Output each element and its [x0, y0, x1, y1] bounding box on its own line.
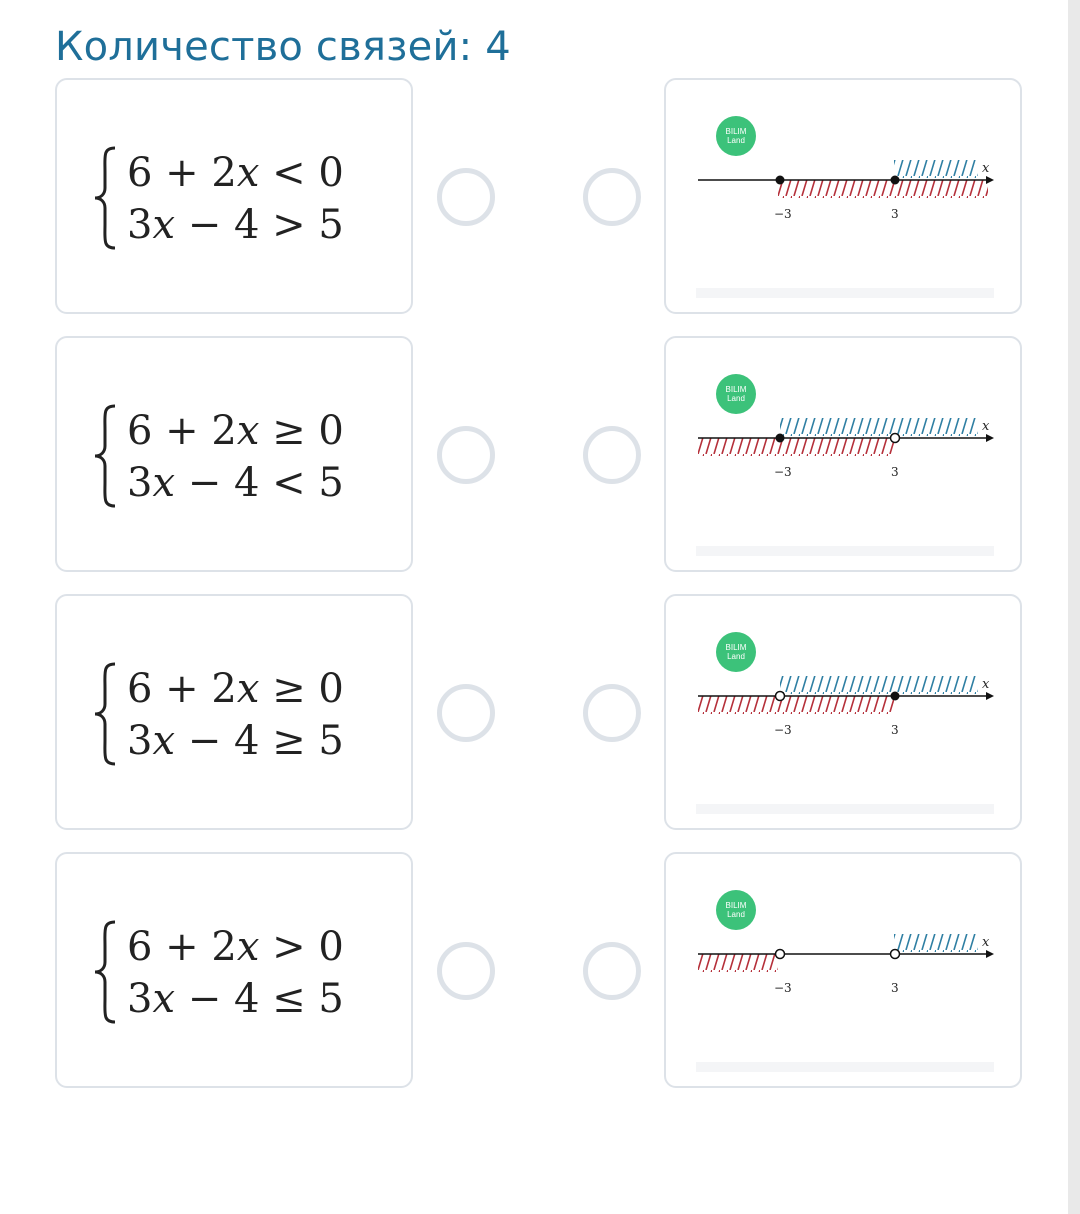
right-connector-3[interactable] — [583, 684, 641, 742]
point-right — [891, 692, 900, 701]
point-right — [891, 176, 900, 185]
right-connector-2[interactable] — [583, 426, 641, 484]
tick-left: −3 — [774, 723, 792, 737]
equation-line-1: 6 + 2x < 0 — [127, 150, 344, 196]
right-connector-4[interactable] — [583, 942, 641, 1000]
axis-arrow — [986, 434, 994, 442]
tick-right: 3 — [891, 723, 899, 737]
bilimland-logo: BILIM Land — [716, 116, 756, 156]
blue-hatch — [894, 934, 978, 952]
left-card-3[interactable] — [55, 594, 413, 830]
equation-line-2: 3x − 4 ≥ 5 — [127, 718, 344, 764]
right-card-1[interactable] — [664, 78, 1022, 314]
equation-line-2: 3x − 4 ≤ 5 — [127, 976, 344, 1022]
right-card-3[interactable] — [664, 594, 1022, 830]
tick-right: 3 — [891, 207, 899, 221]
red-hatch — [698, 954, 778, 972]
right-card-2[interactable] — [664, 336, 1022, 572]
left-connector-3[interactable] — [437, 684, 495, 742]
equation-line-1: 6 + 2x ≥ 0 — [127, 408, 344, 454]
tick-left: −3 — [774, 981, 792, 995]
left-connector-2[interactable] — [437, 426, 495, 484]
equation-line-2: 3x − 4 > 5 — [127, 202, 344, 248]
axis-var: x — [982, 419, 990, 434]
axis-arrow — [986, 176, 994, 184]
card-footer-bar — [696, 1062, 994, 1072]
number-line-1 — [696, 161, 996, 236]
point-left — [776, 950, 785, 959]
equation-line-1: 6 + 2x ≥ 0 — [127, 666, 344, 712]
bilimland-logo: BILIM Land — [716, 374, 756, 414]
tick-right: 3 — [891, 981, 899, 995]
red-hatch — [778, 180, 988, 198]
tick-right: 3 — [891, 465, 899, 479]
tick-left: −3 — [774, 465, 792, 479]
tick-left: −3 — [774, 207, 792, 221]
axis-var: x — [982, 935, 990, 950]
number-line-2 — [696, 419, 996, 494]
point-right — [891, 434, 900, 443]
point-left — [776, 434, 785, 443]
axis-var: x — [982, 161, 990, 176]
left-card-2[interactable] — [55, 336, 413, 572]
left-connector-1[interactable] — [437, 168, 495, 226]
blue-hatch — [894, 160, 978, 178]
number-line-4 — [696, 935, 996, 1010]
axis-var: x — [982, 677, 990, 692]
point-left — [776, 692, 785, 701]
card-footer-bar — [696, 546, 994, 556]
axis-arrow — [986, 692, 994, 700]
blue-hatch — [780, 676, 978, 694]
point-left — [776, 176, 785, 185]
left-card-4[interactable] — [55, 852, 413, 1088]
left-connector-4[interactable] — [437, 942, 495, 1000]
scrollbar[interactable] — [1068, 0, 1080, 1214]
page-title: Количество связей: 4 — [55, 24, 511, 70]
number-line-3 — [696, 677, 996, 752]
red-hatch — [698, 438, 894, 456]
right-card-4[interactable] — [664, 852, 1022, 1088]
point-right — [891, 950, 900, 959]
brace-icon — [91, 144, 121, 252]
blue-hatch — [780, 418, 978, 436]
equation-line-2: 3x − 4 < 5 — [127, 460, 344, 506]
red-hatch — [698, 696, 894, 714]
equation-line-1: 6 + 2x > 0 — [127, 924, 344, 970]
bilimland-logo: BILIM Land — [716, 890, 756, 930]
brace-icon — [91, 402, 121, 510]
bilimland-logo: BILIM Land — [716, 632, 756, 672]
brace-icon — [91, 918, 121, 1026]
card-footer-bar — [696, 804, 994, 814]
left-card-1[interactable] — [55, 78, 413, 314]
axis-arrow — [986, 950, 994, 958]
card-footer-bar — [696, 288, 994, 298]
brace-icon — [91, 660, 121, 768]
right-connector-1[interactable] — [583, 168, 641, 226]
